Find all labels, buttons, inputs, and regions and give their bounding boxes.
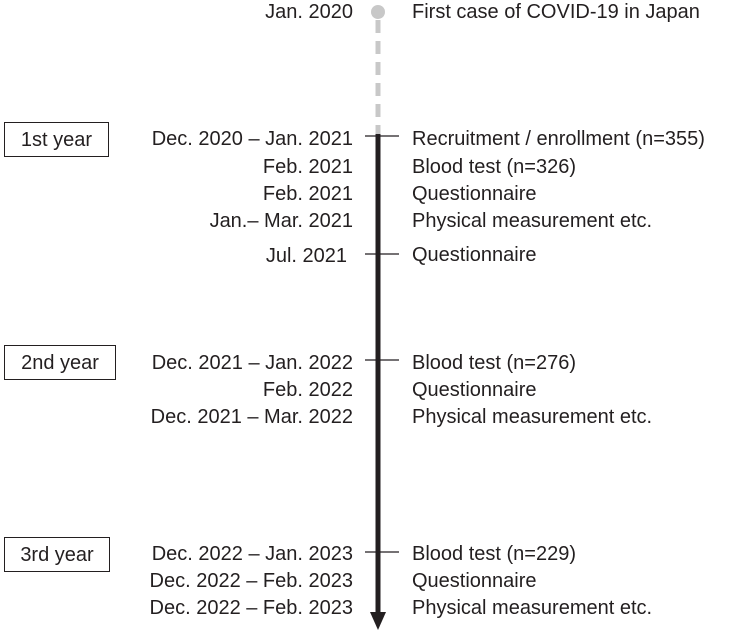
entry-event: Questionnaire — [412, 183, 537, 205]
entry-date: Feb. 2021 — [262, 156, 353, 178]
origin-dot — [371, 5, 385, 19]
entry-date: Dec. 2022 – Feb. 2023 — [149, 597, 353, 619]
entry-date: Dec. 2022 – Feb. 2023 — [149, 570, 353, 592]
year-label-1st: 1st year — [4, 122, 109, 157]
origin-event: First case of COVID-19 in Japan — [412, 1, 700, 23]
entry-event: Blood test (n=326) — [412, 156, 576, 178]
entry-event: Questionnaire — [412, 244, 537, 266]
entry-event: Recruitment / enrollment (n=355) — [412, 128, 705, 150]
year-label-2nd: 2nd year — [4, 345, 116, 380]
entry-event: Questionnaire — [412, 379, 537, 401]
entry-event: Physical measurement etc. — [412, 406, 653, 428]
entry-date: Dec. 2021 – Jan. 2022 — [151, 352, 353, 374]
entry-date: Jul. 2021 — [265, 245, 347, 267]
entry-event: Blood test (n=276) — [412, 352, 576, 374]
entry-date: Feb. 2022 — [262, 379, 353, 401]
entry-date: Dec. 2021 – Mar. 2022 — [150, 406, 353, 428]
year-label-3rd: 3rd year — [4, 537, 110, 572]
entry-event: Questionnaire — [412, 570, 537, 592]
entry-date: Dec. 2022 – Jan. 2023 — [151, 543, 353, 565]
timeline-arrowhead — [370, 612, 386, 630]
entry-event: Physical measurement etc. — [412, 210, 653, 232]
origin-date: Jan. 2020 — [265, 1, 353, 23]
entry-event: Blood test (n=229) — [412, 543, 576, 565]
entry-date: Dec. 2020 – Jan. 2021 — [151, 128, 353, 150]
entry-date: Jan.– Mar. 2021 — [209, 210, 353, 232]
entry-date: Feb. 2021 — [262, 183, 353, 205]
entry-event: Physical measurement etc. — [412, 597, 653, 619]
